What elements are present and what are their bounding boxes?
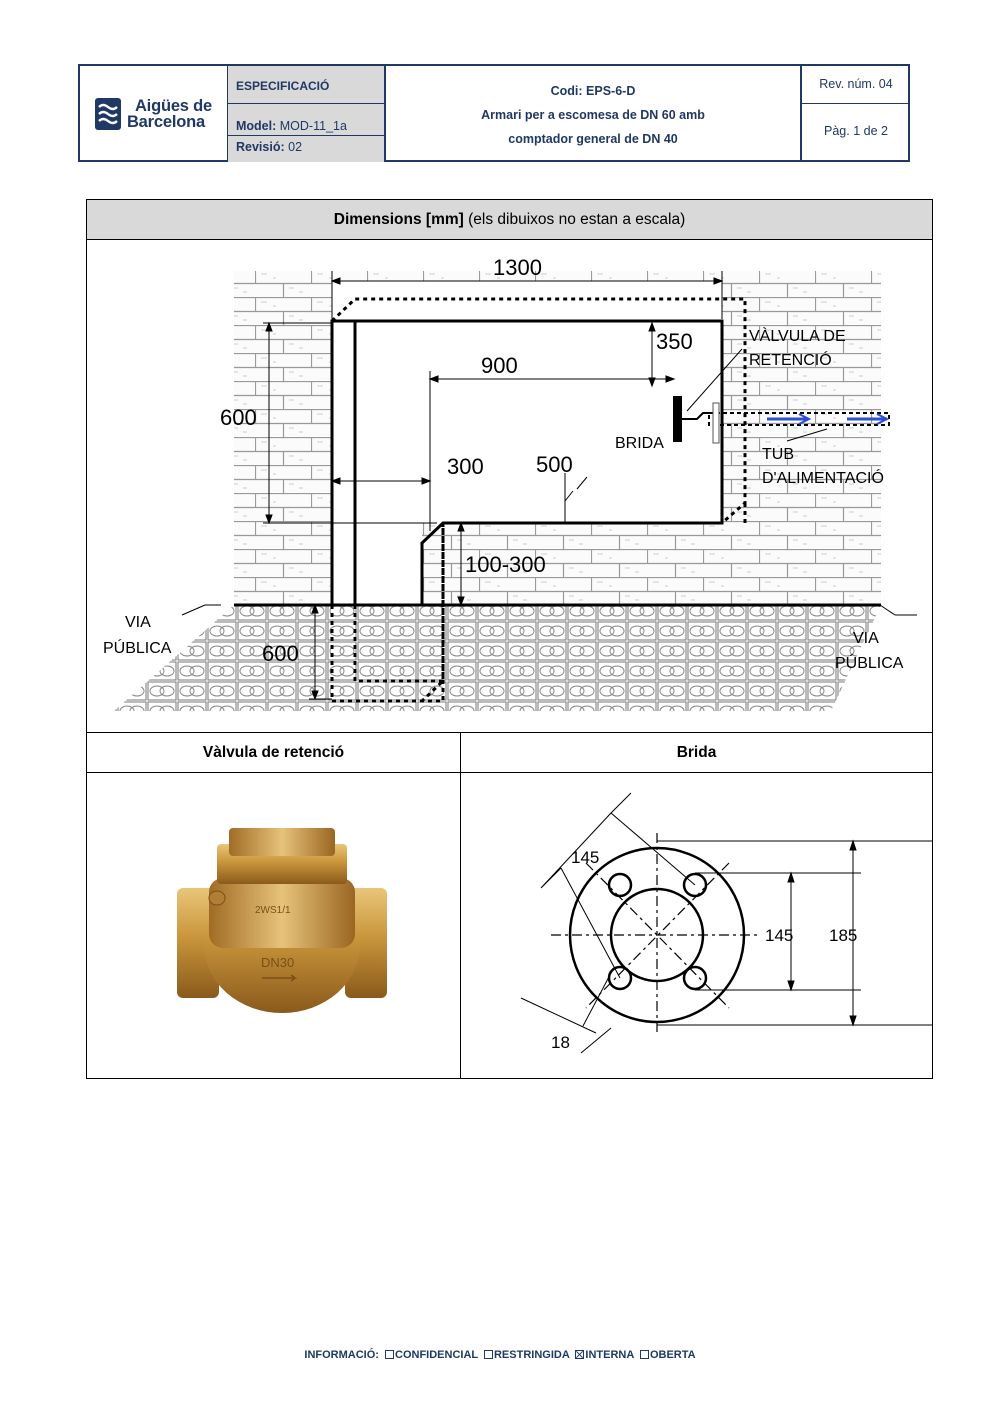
flange-dim-185: 185: [829, 926, 858, 945]
document-title-line-2: comptador general de DN 40: [508, 132, 678, 146]
label-via-left-2: PÚBLICA: [103, 640, 172, 657]
label-via-right-1: VIA: [853, 630, 879, 647]
valve-marking-top: 2WS1/1: [255, 905, 291, 916]
code-title-cell: [386, 66, 802, 162]
spec-cell: [228, 66, 386, 104]
dim-600-left: 600: [220, 405, 257, 430]
dim-900: 900: [481, 353, 518, 378]
valve-header: [87, 734, 460, 772]
paving-ground: [114, 605, 881, 711]
label-via-right-2: PÚBLICA: [835, 655, 904, 672]
option-oberta: OBERTA: [649, 1349, 696, 1361]
valve-marking-dn: DN30: [261, 955, 295, 970]
row-divider: [87, 732, 932, 733]
dim-600-bottom: 600: [262, 641, 299, 666]
table-title-bold: Dimensions [mm]: [333, 211, 464, 228]
page-text: Pàg. 1 de 2: [824, 124, 888, 138]
information-classification: [0, 1349, 1000, 1361]
check-valve-illustration: [157, 820, 417, 1020]
option-interna: INTERNA: [585, 1349, 634, 1361]
model-label: Model:: [236, 119, 277, 133]
cabinet-dimension-drawing: [87, 241, 932, 733]
flange-header: [461, 734, 932, 772]
model-value: MOD-11_1a: [279, 119, 347, 133]
dim-100-300: 100-300: [465, 552, 546, 577]
revisio-value: 02: [288, 140, 303, 154]
option-restringida: RESTRINGIDA: [493, 1349, 570, 1361]
label-tub-1: TUB: [762, 446, 794, 463]
label-valvula-2: RETENCIÓ: [749, 352, 832, 369]
flange-header-text: Brida: [676, 744, 717, 761]
document-header: [78, 64, 910, 162]
model-cell: [228, 104, 386, 162]
dim-500: 500: [536, 452, 573, 477]
checkbox-confidencial[interactable]: [385, 1350, 394, 1359]
dim-300: 300: [447, 454, 484, 479]
option-confidencial: CONFIDENCIAL: [395, 1349, 478, 1361]
dim-1300: 1300: [493, 255, 542, 280]
valve-header-text: Vàlvula de retenció: [202, 744, 345, 761]
flange-dim-18: 18: [551, 1033, 570, 1052]
checkbox-oberta[interactable]: [640, 1350, 649, 1359]
revisio-label: Revisió:: [236, 140, 285, 154]
checkbox-interna-checked[interactable]: [575, 1350, 584, 1359]
label-valvula-1: VÀLVULA DE: [749, 328, 846, 345]
waves-logo-icon: [95, 98, 121, 130]
rev-num-text: Rev. núm. 04: [819, 77, 893, 91]
spec-label: ESPECIFICACIÓ: [236, 79, 330, 93]
logo-line-2: Barcelona: [126, 113, 205, 131]
table-title: [87, 200, 932, 240]
document-title-line-1: Armari per a escomesa de DN 60 amb: [481, 108, 705, 122]
footer-label: INFORMACIÓ:: [304, 1349, 379, 1361]
page-number: [802, 104, 910, 162]
flange-drawing: [461, 773, 932, 1078]
label-brida: BRIDA: [615, 435, 664, 452]
flange-dim-145-diag: 145: [571, 848, 600, 867]
dimensions-table: [86, 199, 933, 1079]
dim-350: 350: [656, 329, 693, 354]
logo-text: [127, 98, 212, 130]
label-via-left-1: VIA: [125, 614, 151, 631]
revision-number: [802, 66, 910, 104]
company-logo: [80, 66, 228, 162]
label-tub-2: D'ALIMENTACIÓ: [762, 470, 884, 487]
document-code: Codi: EPS-6-D: [550, 84, 636, 98]
checkbox-restringida[interactable]: [484, 1350, 493, 1359]
table-title-rest: (els dibuixos no estan a escala): [463, 211, 686, 228]
logo-line-1: Aigües de: [134, 97, 213, 115]
flange-dim-145-vert: 145: [765, 926, 794, 945]
